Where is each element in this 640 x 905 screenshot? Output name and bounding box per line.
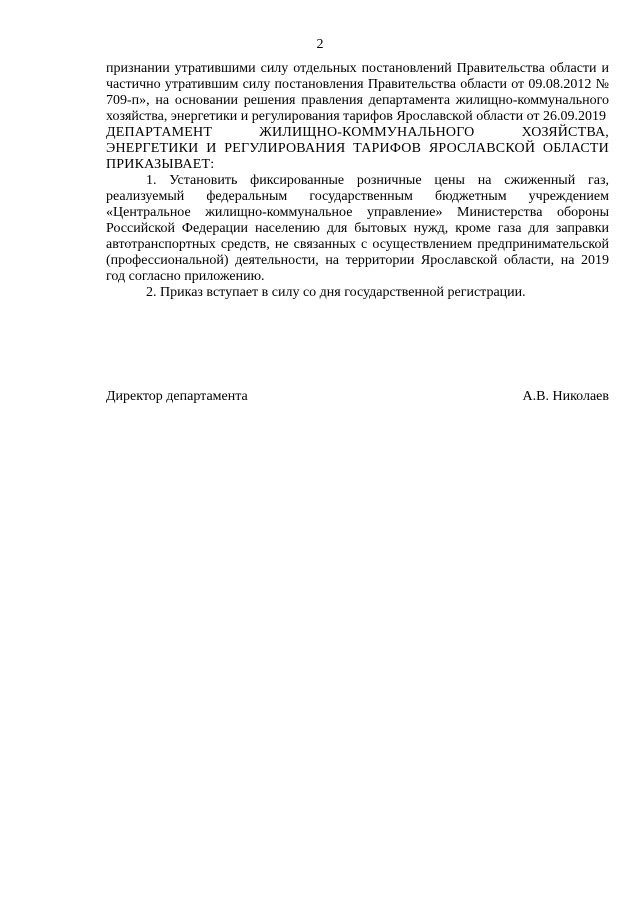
signatory-position: Директор департамента [106,389,248,404]
order-item-2: 2. Приказ вступает в силу со дня государственной регистрации. [146,285,526,300]
signatory-name: А.В. Николаев [522,389,609,404]
order-item-1: 1. Установить фиксированные розничные цены на сжиженный газ, реализуемый федеральным государственным бюджетным учреждением «Центральное жилищно-коммунальное управление» Министерства обороны Российской Федерации населению для бытовых нужд, кроме газа для заправки автотранспортных средств, не связанных с осуществлением предпринимательской (профессиональной) деятельности, на территории Ярославской области, на 2019 год согласно приложению. [106,173,609,284]
decree-heading: ДЕПАРТАМЕНТ ЖИЛИЩНО-КОММУНАЛЬНОГО ХОЗЯЙСТВА, ЭНЕРГЕТИКИ И РЕГУЛИРОВАНИЯ ТАРИФОВ ЯРОСЛАВСКОЙ ОБЛАСТИ ПРИКАЗЫВАЕТ: [106,125,609,172]
signature-block [106,389,609,405]
page-number: 2 [316,37,324,52]
intro-paragraph: признании утратившими силу отдельных постановлений Правительства области и частично утратившим силу постановления Правительства области от 09.08.2012 № 709-п», на основании решения правления департамента жилищно-коммунального хозяйства, энергетики и регулирования тарифов Ярославской области от 26.09.2019 [106,61,609,124]
document-body [106,61,609,301]
